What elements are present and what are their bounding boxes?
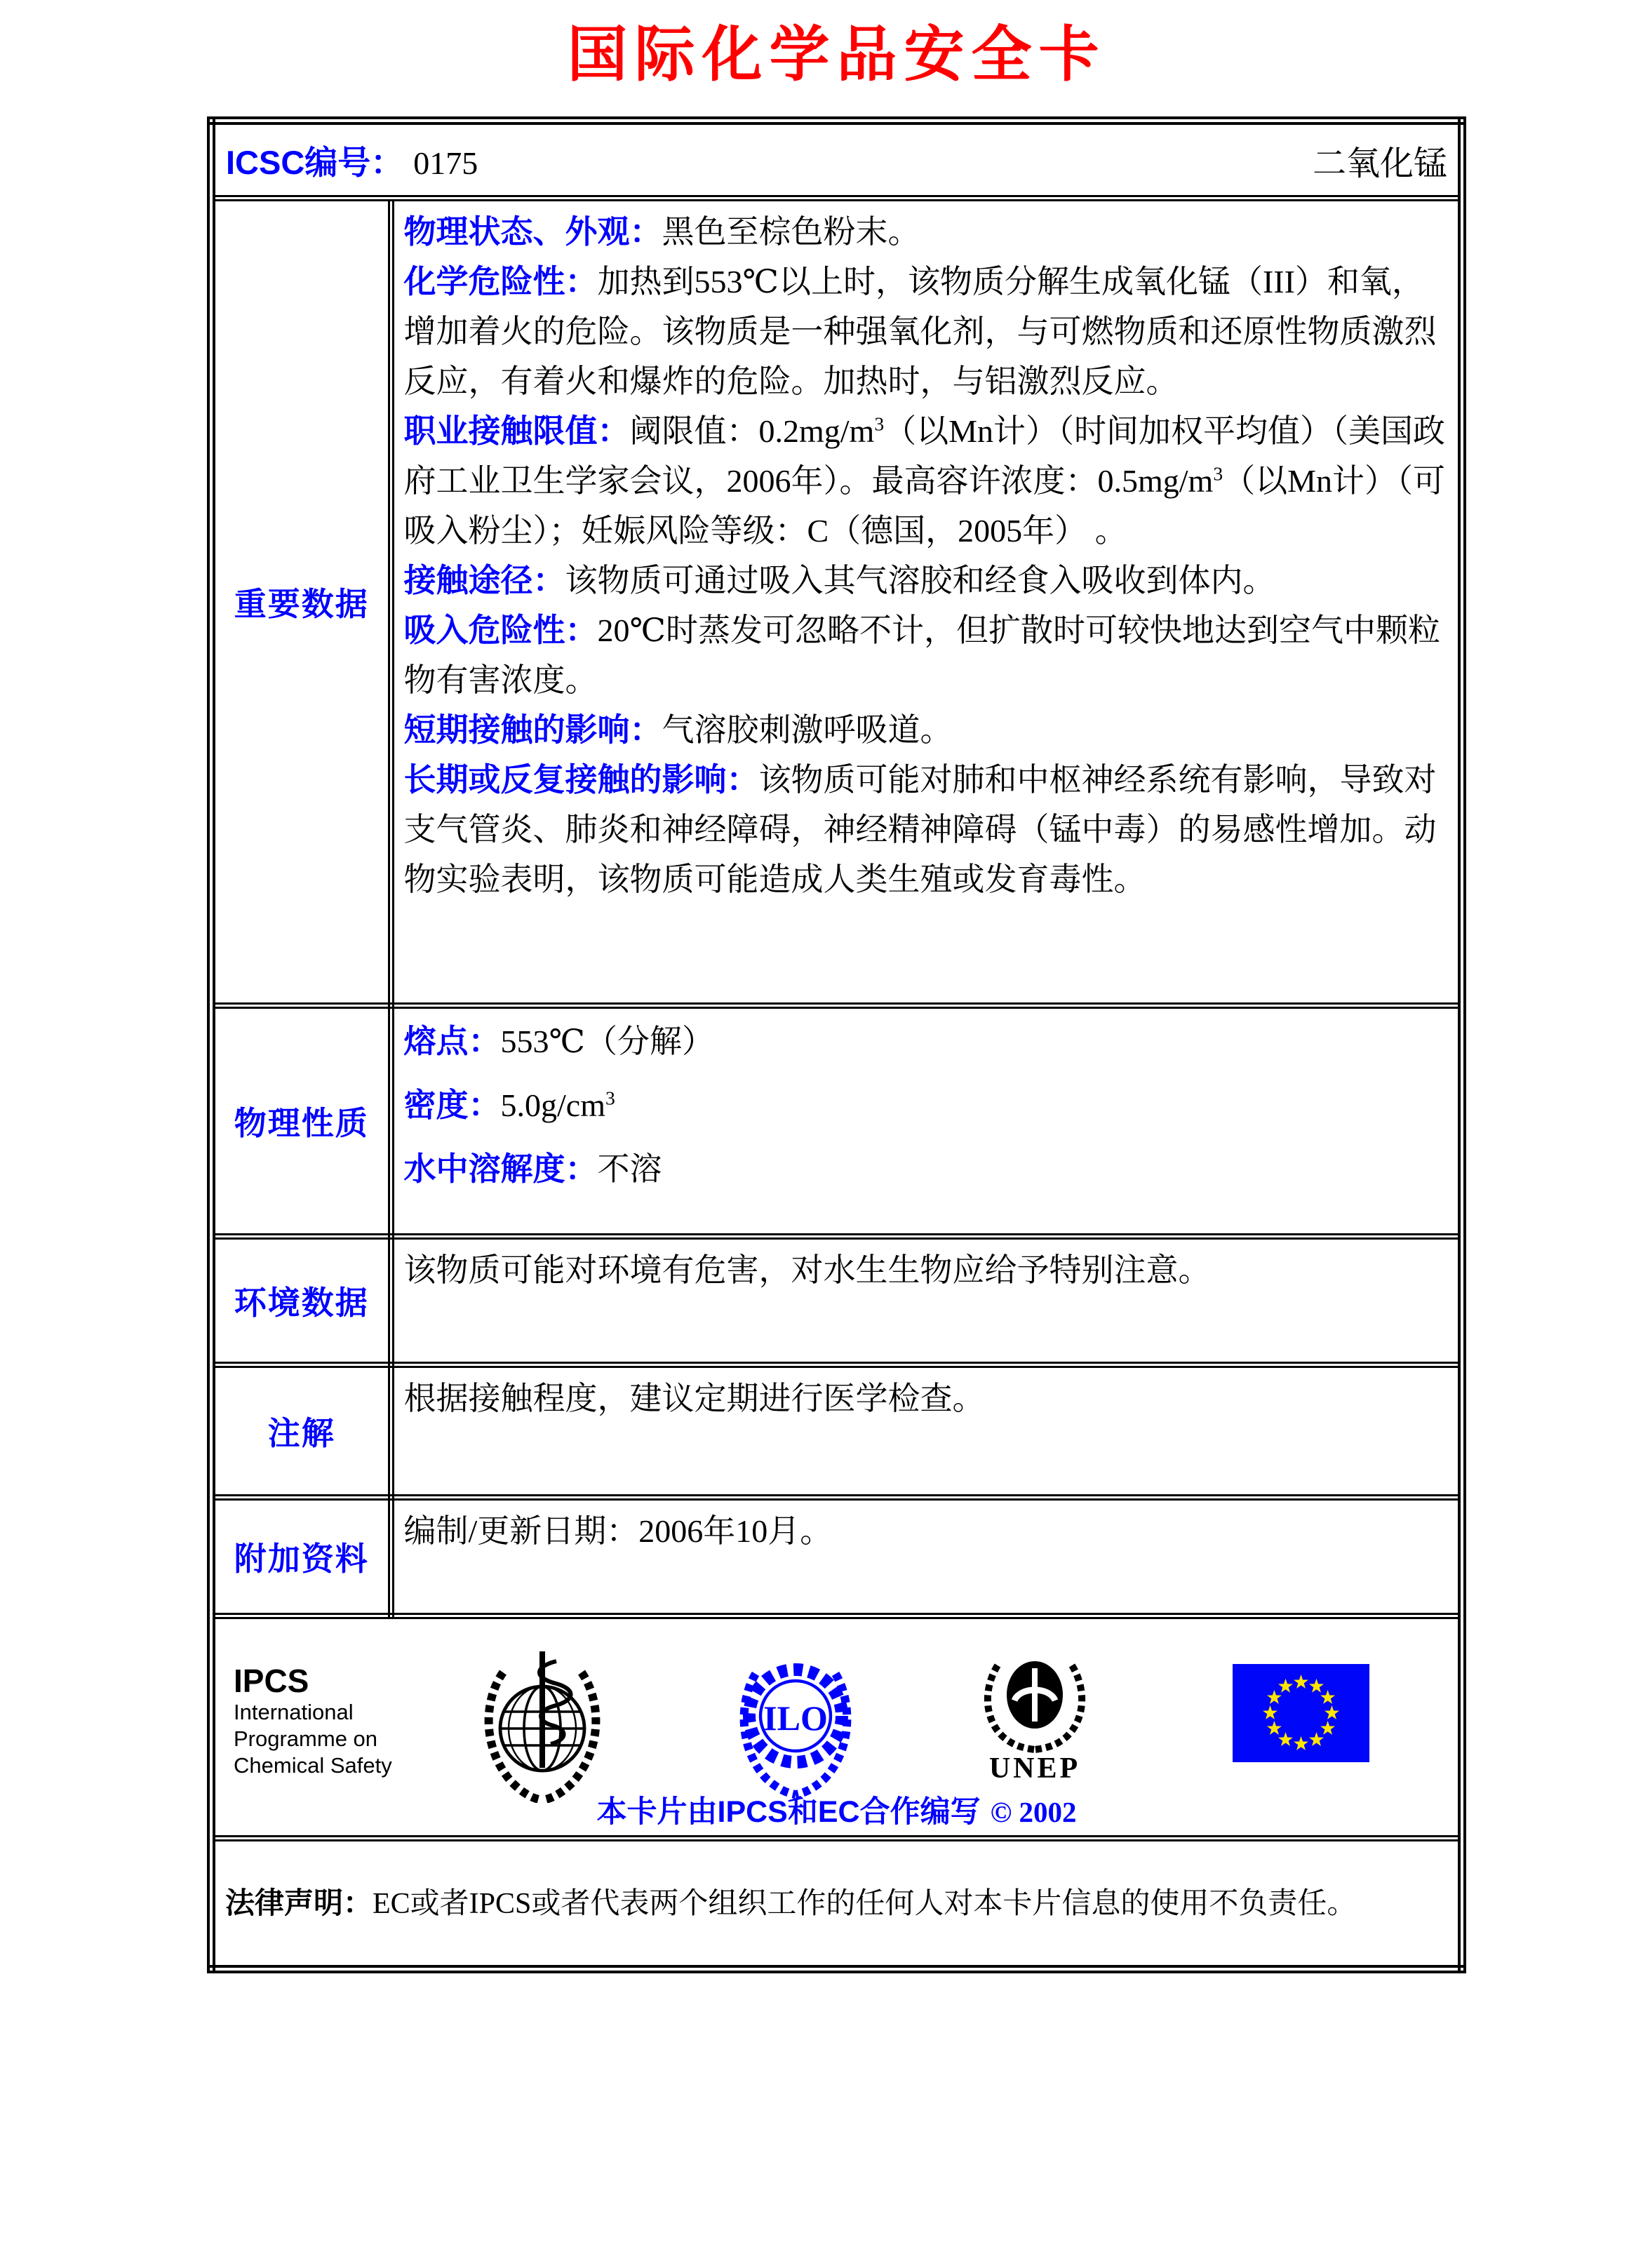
eu-flag-icon [1233, 1664, 1369, 1762]
ipcs-line-2: Programme on [234, 1726, 378, 1751]
chemical-name: 二氧化锰 [1312, 145, 1447, 182]
ipcs-line-3: Chemical Safety [234, 1753, 392, 1778]
card-caption [215, 1788, 1458, 1831]
unep-logo-icon [982, 1649, 1087, 1754]
legal-notice-label: 法律声明： [225, 1886, 373, 1919]
ipcs-text-block [234, 1663, 392, 1779]
field-entry: 物理状态、外观：黑色至棕色粉末。 [403, 213, 920, 250]
field-entry: 密度：$5.0g/cm^3$ [403, 1087, 615, 1123]
icsc-number-label: ICSC编号： [226, 143, 404, 181]
section-label-physical-properties: 物理性质 [211, 1006, 391, 1237]
ilo-logo-text: ILO [763, 1698, 828, 1738]
field-entry: 熔点：553℃（分解） [403, 1023, 714, 1059]
section-content-important-data [391, 199, 1462, 1006]
section-content-environmental-data [391, 1237, 1462, 1365]
environment-text: 该物质可能对环境有危害，对水生生物应给予特别注意。 [403, 1252, 1211, 1288]
field-entry: 职业接触限值：阈限值：$0.2mg/m^3$（以Mn计）（时间加权平均值）（美国政府工业卫生学家会议，2006年）。最高容许浓度：$0.5mg/m^3$（以Mn计）（可吸入粉尘）；妊娠风险等级：C（德国，2005年） 。 [403, 412, 1446, 549]
section-content-notes [391, 1365, 1462, 1498]
legal-notice-text: EC或者IPCS或者代表两个组织工作的任何人对本卡片信息的使用不负责任。 [373, 1887, 1357, 1920]
page-title: 国际化学品安全卡 [567, 19, 1106, 90]
section-label-important-data: 重要数据 [211, 199, 391, 1006]
section-label-notes: 注解 [211, 1365, 391, 1498]
icsc-document-page [0, 20, 1643, 2268]
field-entry: 长期或反复接触的影响：该物质可能对肺和中枢神经系统有影响，导致对支气管炎、肺炎和神经障碍，神经精神障碍（锰中毒）的易感性增加。动物实验表明，该物质可能造成人类生殖或发育毒性。 [403, 761, 1437, 897]
section-label-additional-information: 附加资料 [211, 1498, 391, 1616]
section-label-environmental-data: 环境数据 [211, 1237, 391, 1365]
caption-copyright: © 2002 [990, 1796, 1077, 1828]
legal-notice-row [211, 1839, 1462, 1970]
field-entry: 短期接触的影响：气溶胶刺激呼吸道。 [403, 711, 953, 748]
ilo-logo-icon [736, 1649, 855, 1803]
field-entry: 接触途径：该物质可通过吸入其气溶胶和经食入吸收到体内。 [403, 562, 1275, 598]
field-label: 职业接触限值： [403, 412, 630, 449]
unep-logo-block [979, 1649, 1091, 1784]
logos-row [211, 1616, 1462, 1839]
field-label: 吸入危险性： [403, 612, 598, 648]
field-entry: 化学危险性：加热到553℃以上时，该物质分解生成氧化锰（III）和氧，增加着火的危险。该物质是一种强氧化剂，与可燃物质和还原性物质激烈反应，有着火和爆炸的危险。加热时，与铝激烈反应。 [403, 263, 1437, 399]
field-entry: 吸入危险性：20℃时蒸发可忽略不计，但扩散时可较快地达到空气中颗粒物有害浓度。 [403, 612, 1440, 698]
icsc-number-value: 0175 [413, 145, 478, 181]
ipcs-acronym: IPCS [234, 1663, 309, 1699]
field-label: 接触途径： [403, 562, 565, 598]
field-label: 长期或反复接触的影响： [403, 761, 759, 798]
notes-text: 根据接触程度，建议定期进行医学检查。 [403, 1381, 985, 1416]
icsc-card-table [207, 116, 1466, 1973]
section-content-additional-information [391, 1498, 1462, 1616]
unep-logo-text: UNEP [988, 1752, 1081, 1785]
field-label: 物理状态、外观： [403, 213, 662, 250]
icsc-number-group [226, 137, 478, 184]
field-label: 密度： [403, 1087, 501, 1123]
field-label: 水中溶解度： [403, 1150, 598, 1187]
field-entry: 水中溶解度：不溶 [403, 1150, 662, 1187]
header-row [211, 121, 1462, 199]
ipcs-line-1: International [234, 1700, 354, 1724]
additional-text: 编制/更新日期：2006年10月。 [403, 1513, 833, 1549]
caption-text: 本卡片由IPCS和EC合作编写 [596, 1795, 981, 1829]
field-label: 熔点： [403, 1023, 501, 1059]
field-label: 短期接触的影响： [403, 711, 662, 748]
field-label: 化学危险性： [403, 263, 598, 300]
section-content-physical-properties [391, 1006, 1462, 1237]
who-logo-icon [481, 1644, 604, 1803]
